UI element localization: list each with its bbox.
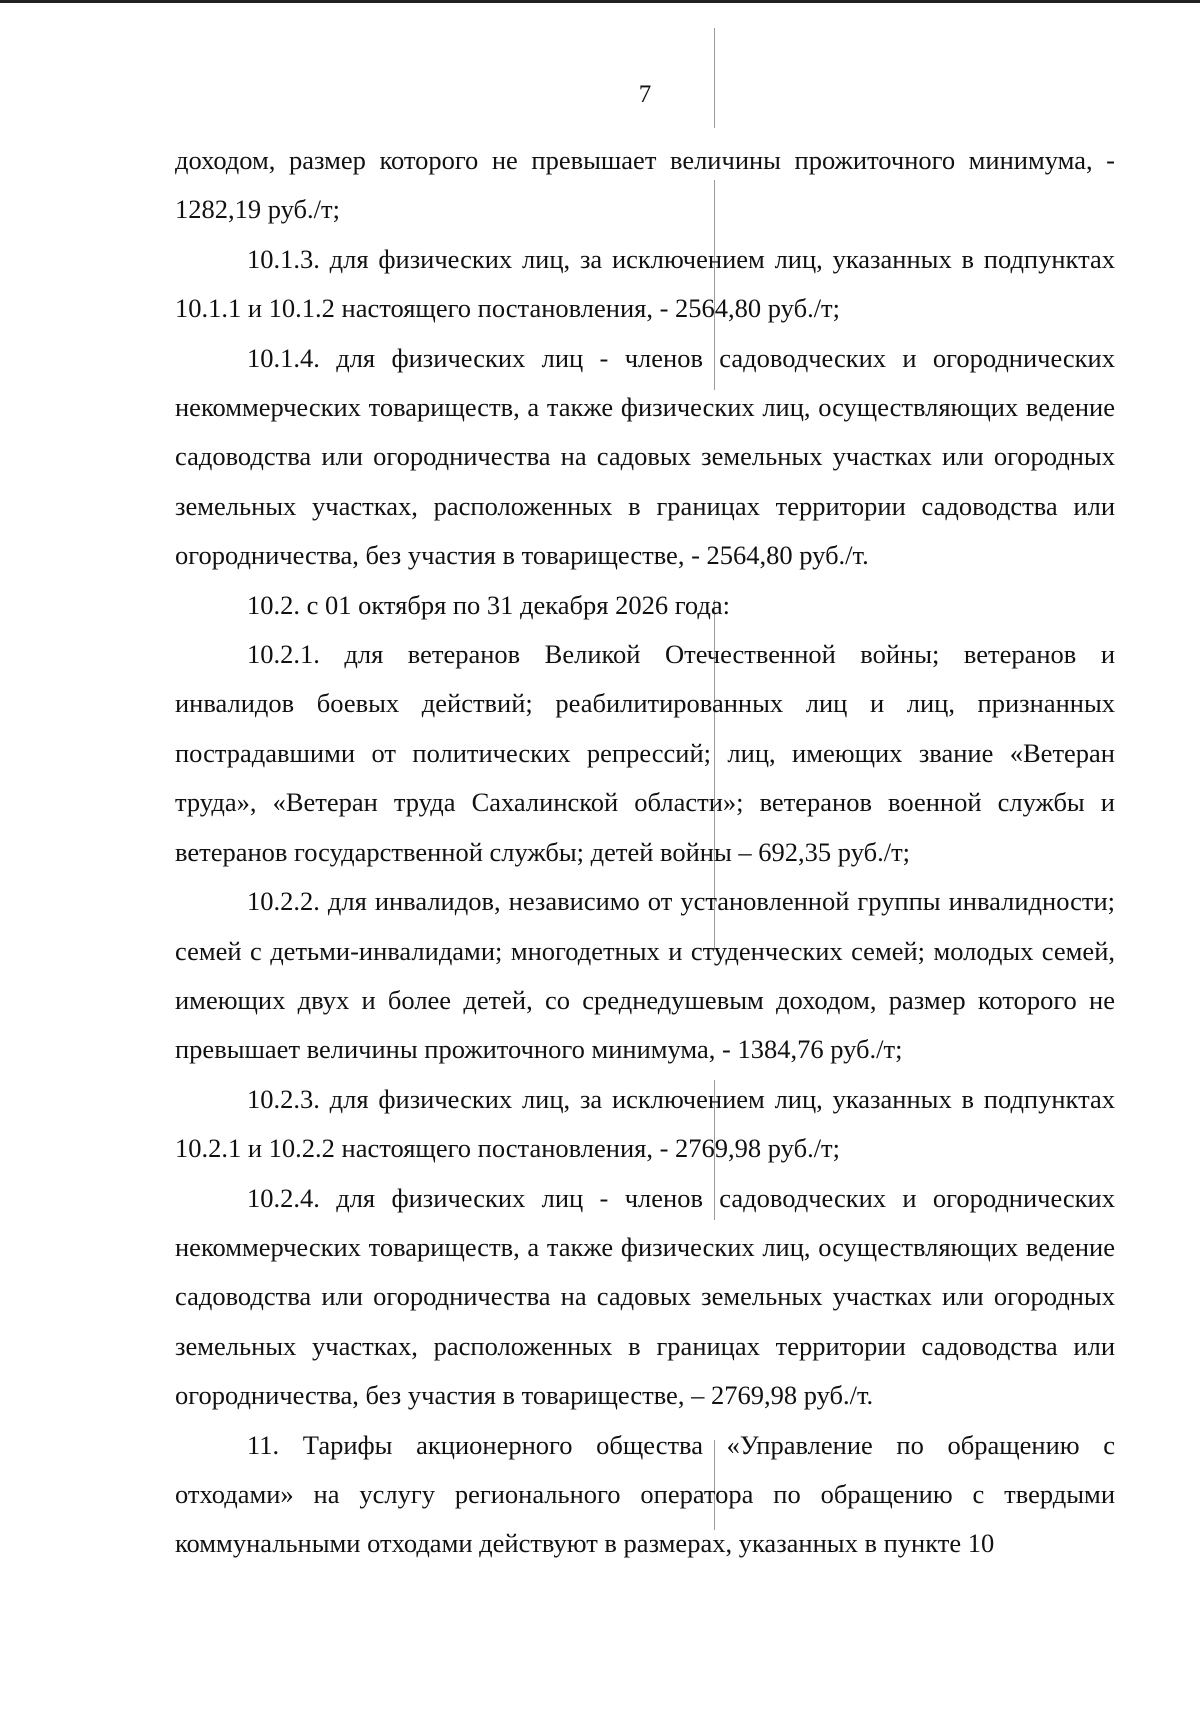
paragraph: 10.2.1. для ветеранов Великой Отечественной войны; ветеранов и инвалидов боевых действий; реабилитированных лиц и лиц, признанных пострадавшими от политических репрессий; лиц, имеющих звание «Ветеран труда», «Ветеран труда Сахалинской области»; ветеранов военной службы и ветеранов государственной службы; детей войны – 692,35 руб./т; [175,639,1115,867]
top-border [0,0,1200,3]
paragraph: 10.2.4. для физических лиц - членов садоводческих и огороднических некоммерческих товариществ, а также физических лиц, осуществляющих ведение садоводства или огородничества на садовых земельных участках или огородных земельных участках, расположенных в границах территории садоводства или огородничества, без участия в товариществе, – 2769,98 руб./т. [175,1182,1115,1411]
paragraph: 11. Тарифы акционерного общества «Управление по обращению с отходами» на услугу регионального оператора по обращению с твердыми коммунальными отходами действуют в размерах, указанных в пункте 10 [175,1429,1115,1559]
paragraph: 10.1.4. для физических лиц - членов садоводческих и огороднических некоммерческих товариществ, а также физических лиц, осуществляющих ведение садоводства или огородничества на садовых земельных участках или огородных земельных участках, расположенных в границах территории садоводства или огородничества, без участия в товариществе, - 2564,80 руб./т. [175,342,1115,571]
paragraph: 10.2.2. для инвалидов, независимо от установленной группы инвалидности; семей с детьми-инвалидами; многодетных и студенческих семей; молодых семей, имеющих двух и более детей, со среднедушевым доходом, размер которого не превышает величины прожиточного минимума, - 1384,76 руб./т; [175,886,1115,1065]
paragraph: доходом, размер которого не превышает величины прожиточного минимума, - 1282,19 руб./т; [175,145,1115,225]
paragraph: 10.2. с 01 октября по 31 декабря 2026 года: [247,589,731,620]
paragraph: 10.1.3. для физических лиц, за исключением лиц, указанных в подпунктах 10.1.1 и 10.1.2 настоящего постановления, - 2564,80 руб./т; [175,243,1115,324]
page-number: 7 [638,81,652,108]
paragraph: 10.2.3. для физических лиц, за исключением лиц, указанных в подпунктах 10.2.1 и 10.2.2 настоящего постановления, - 2769,98 руб./т; [175,1083,1115,1164]
scan-artifact-line [714,28,715,128]
document-body [175,136,1115,1569]
